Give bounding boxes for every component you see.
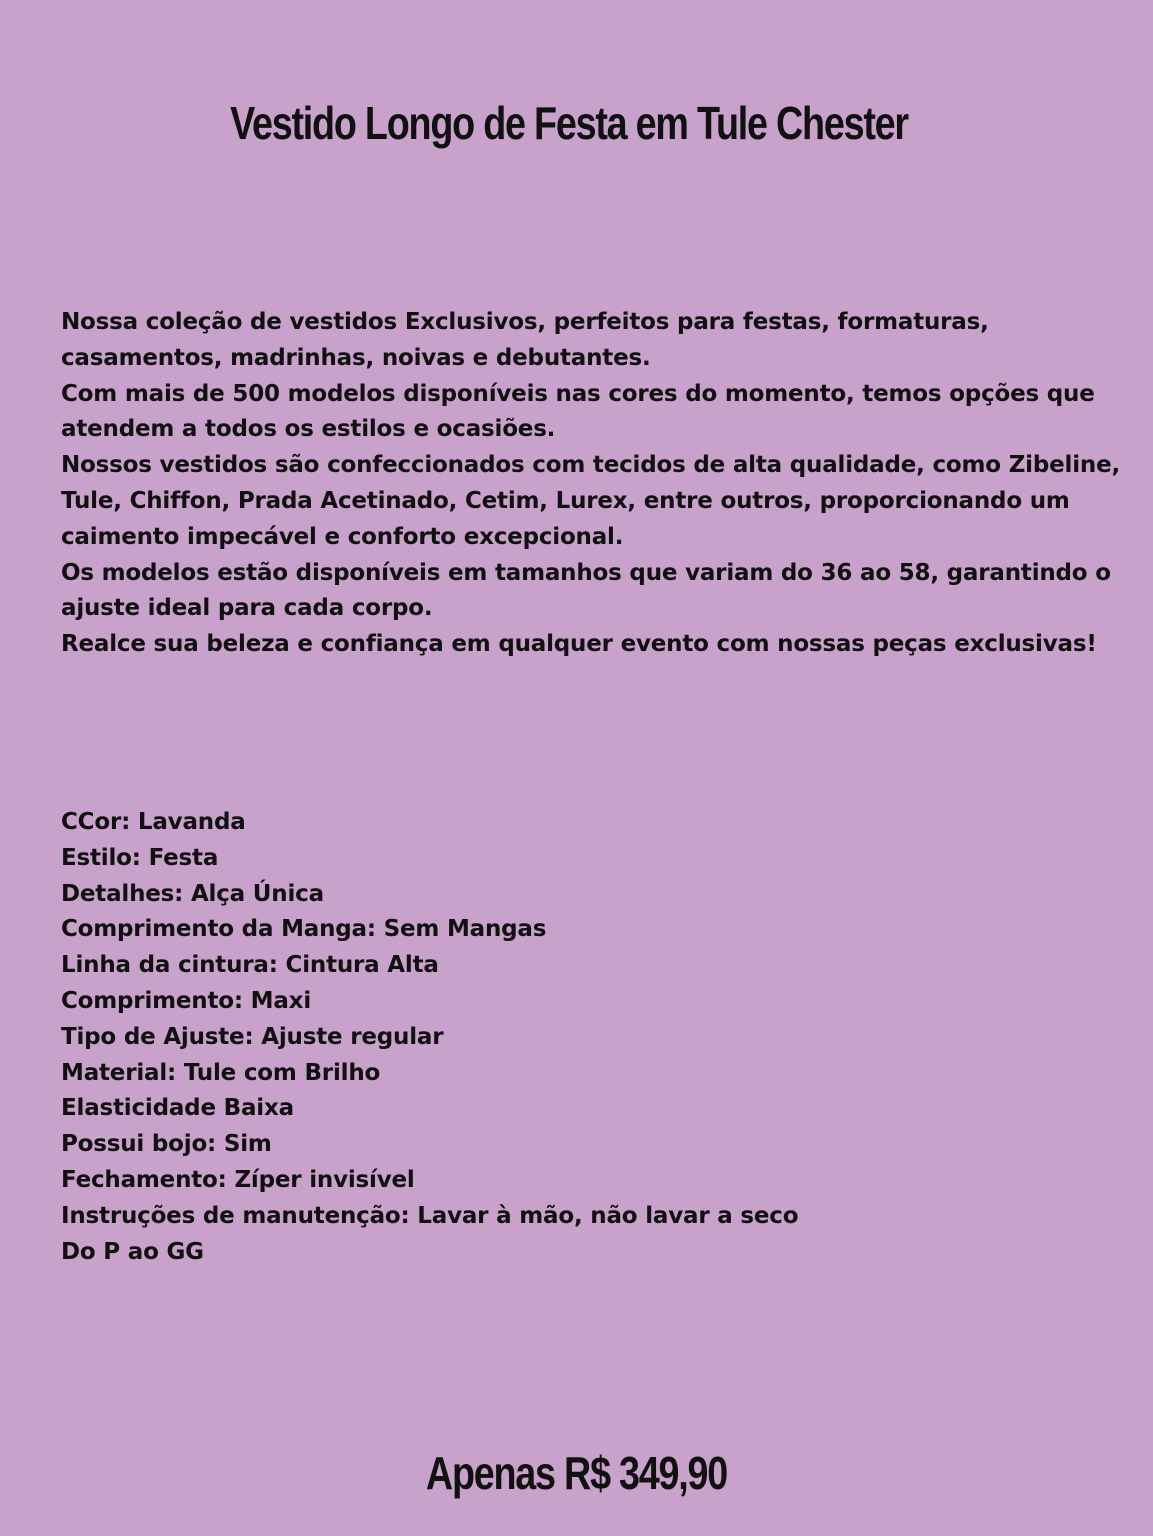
spec-item: Instruções de manutenção: Lavar à mão, não lavar a seco xyxy=(61,1202,799,1229)
spec-item: Linha da cintura: Cintura Alta xyxy=(61,952,439,979)
spec-item: Fechamento: Zíper invisível xyxy=(61,1166,415,1193)
description-paragraph: Os modelos estão disponíveis em tamanhos que variam do 36 ao 58, garantindo o ajuste ideal para cada corpo. xyxy=(61,559,1111,622)
spec-item: Detalhes: Alça Única xyxy=(61,880,324,907)
product-specs-list xyxy=(61,805,1121,1270)
spec-item: Estilo: Festa xyxy=(61,844,219,871)
spec-item: Possui bojo: Sim xyxy=(61,1131,272,1158)
description-paragraph: Nossos vestidos são confeccionados com tecidos de alta qualidade, como Zibeline, Tule, Chiffon, Prada Acetinado, Cetim, Lurex, entre outros, proporcionando um caimento impecável e conforto excepcional. xyxy=(61,452,1121,550)
product-price: Apenas R$ 349,90 xyxy=(425,1447,728,1499)
description-paragraph: Com mais de 500 modelos disponíveis nas cores do momento, temos opções que atendem a todos os estilos e ocasiões. xyxy=(61,380,1095,443)
spec-item: Comprimento da Manga: Sem Mangas xyxy=(61,916,547,943)
spec-item: Material: Tule com Brilho xyxy=(61,1059,381,1086)
spec-item: Elasticidade Baixa xyxy=(61,1095,294,1122)
description-paragraph: Realce sua beleza e confiança em qualquer evento com nossas peças exclusivas! xyxy=(61,631,1097,658)
product-description xyxy=(61,305,1121,663)
spec-item: Tipo de Ajuste: Ajuste regular xyxy=(61,1023,444,1050)
spec-item: Comprimento: Maxi xyxy=(61,987,312,1014)
description-paragraph: Nossa coleção de vestidos Exclusivos, perfeitos para festas, formaturas, casamentos, madrinhas, noivas e debutantes. xyxy=(61,309,989,371)
product-title: Vestido Longo de Festa em Tule Chester xyxy=(230,97,908,149)
spec-item: CCor: Lavanda xyxy=(61,809,246,835)
spec-item: Do P ao GG xyxy=(61,1238,204,1265)
